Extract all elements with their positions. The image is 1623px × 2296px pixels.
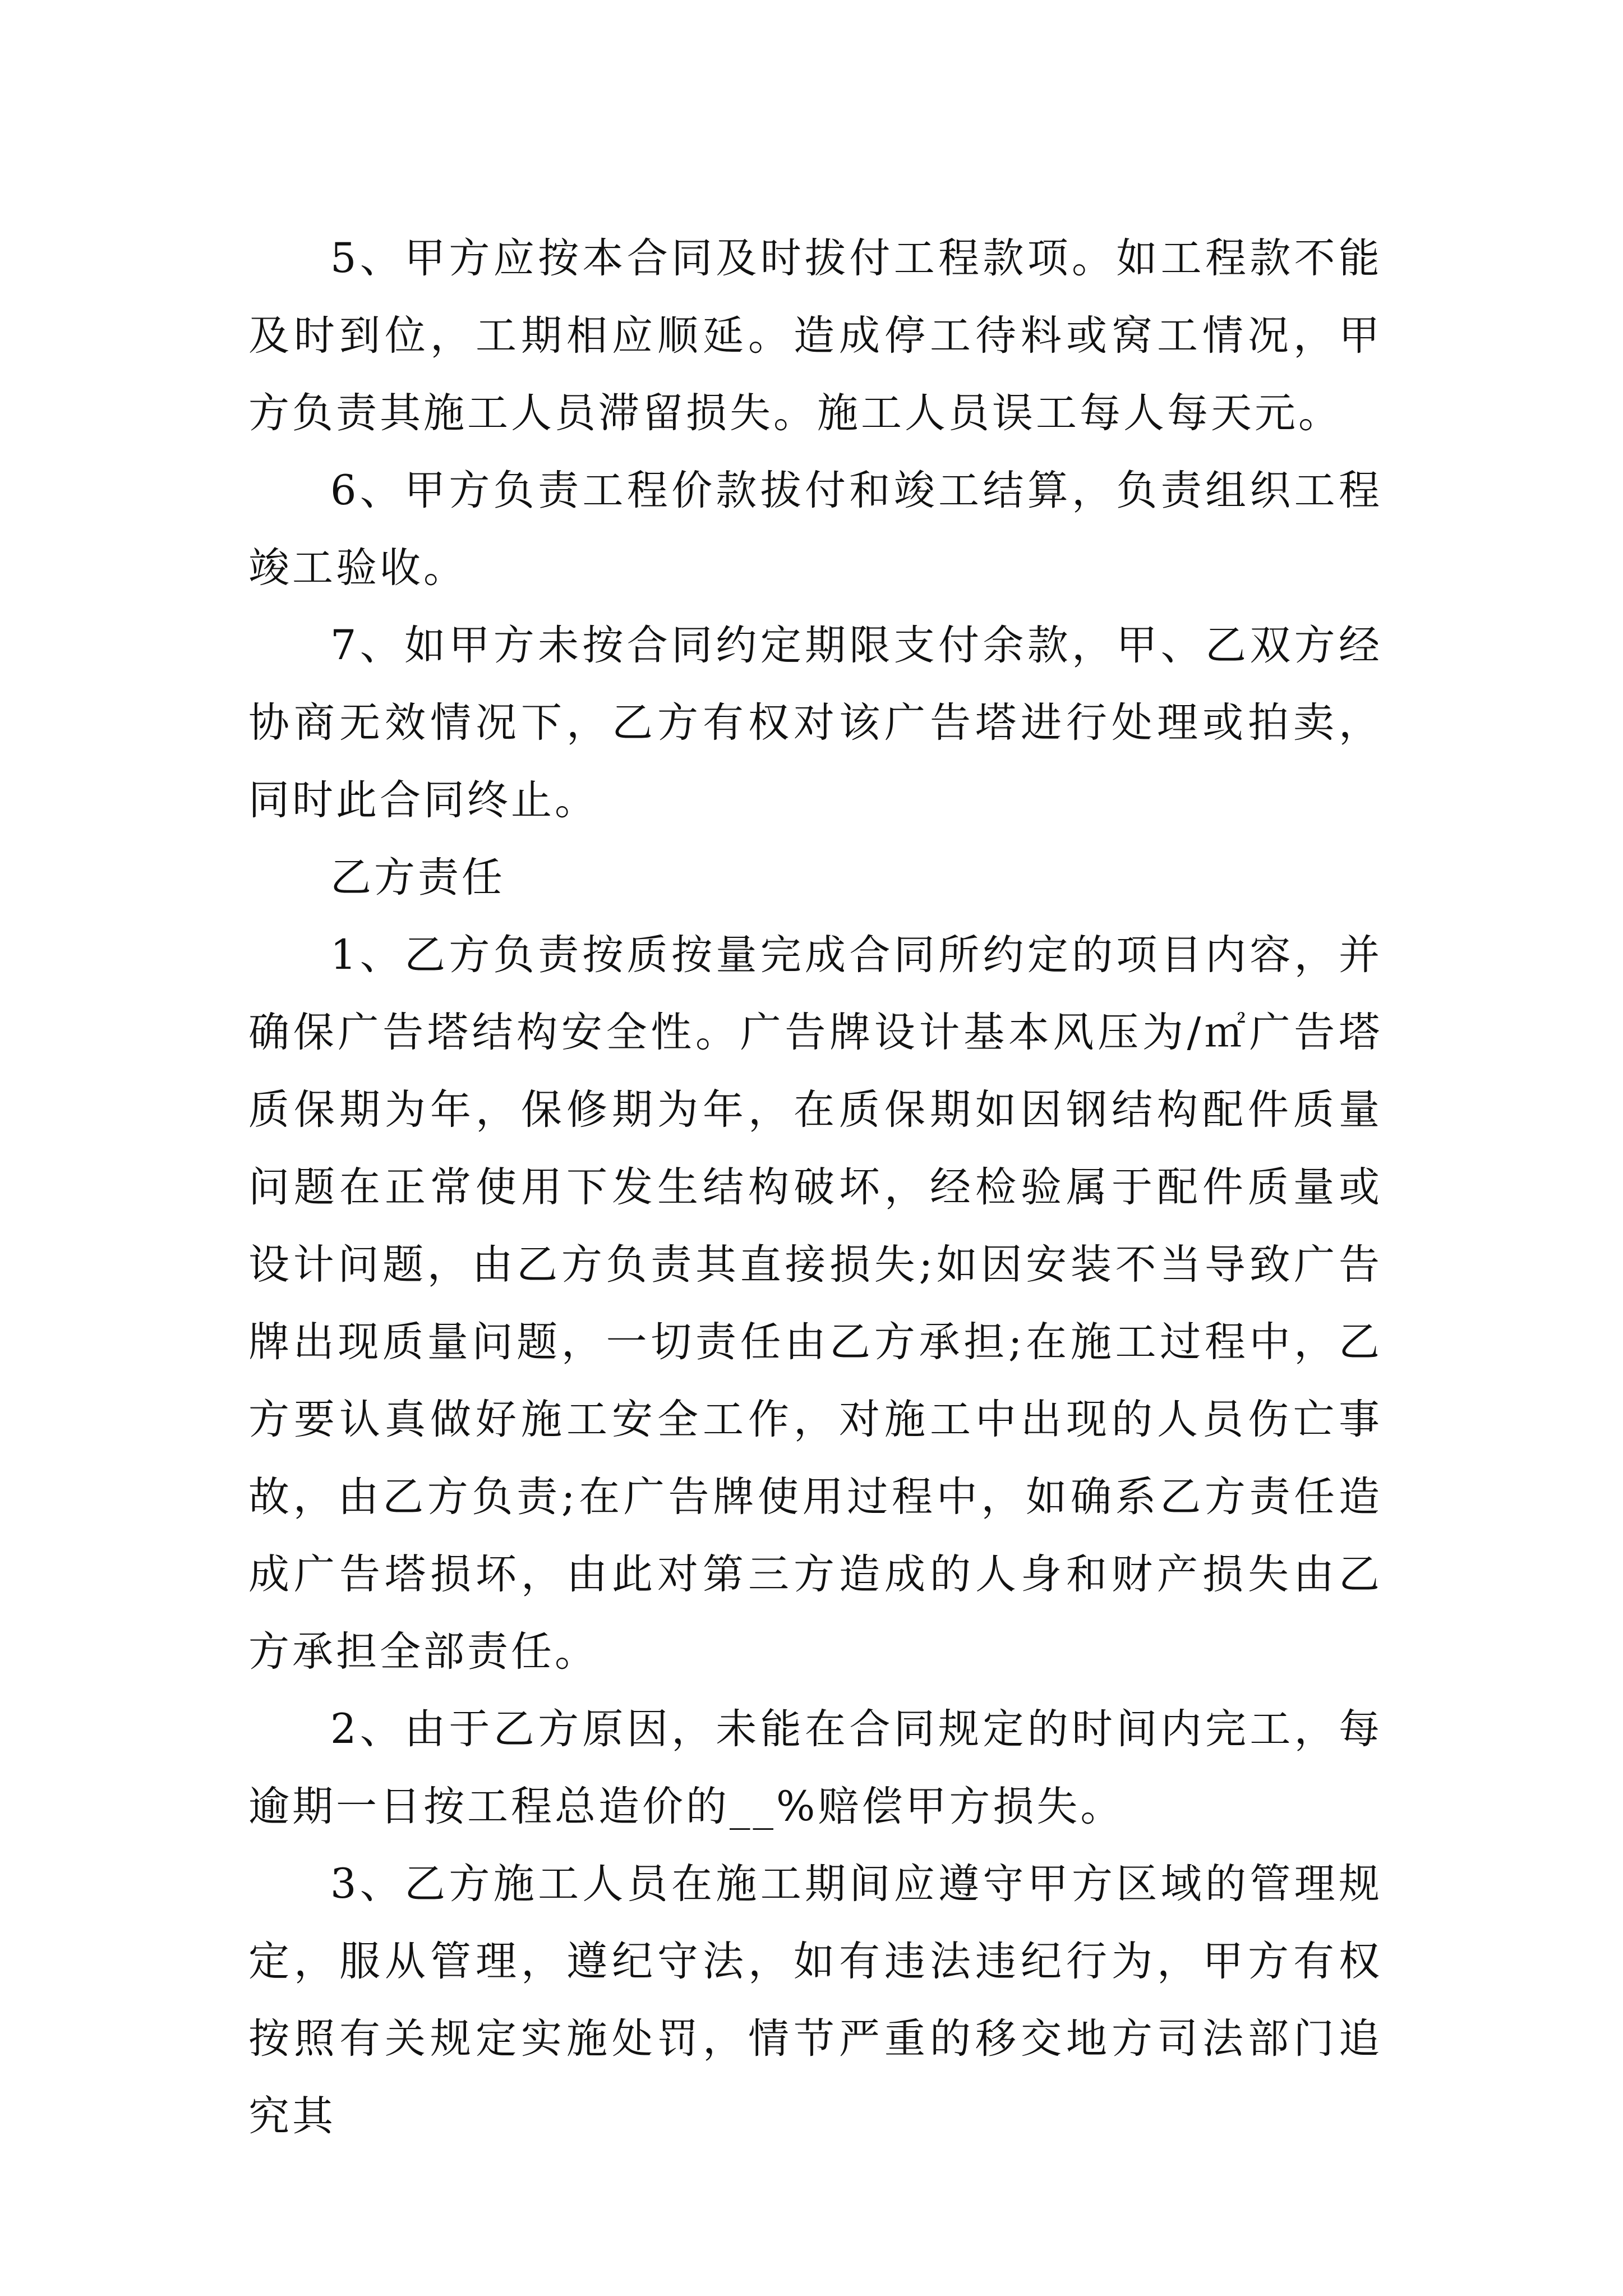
paragraph-clause-5: 5、甲方应按本合同及时拔付工程款项。如工程款不能及时到位，工期相应顺延。造成停工待料或窝工情况，甲方负责其施工人员滞留损失。施工人员误工每人每天元。 [248, 234, 1382, 437]
paragraph-clause-6: 6、甲方负责工程价款拔付和竣工结算，负责组织工程竣工验收。 [248, 467, 1382, 592]
document-body [248, 220, 1382, 2155]
paragraph-party-b-clause-2: 2、由于乙方原因，未能在合同规定的时间内完工，每逾期一日按工程总造价的__%赔偿甲方损失。 [248, 1705, 1382, 1830]
section-heading-party-b-responsibility: 乙方责任 [330, 854, 505, 901]
paragraph-party-b-clause-1: 1、乙方负责按质按量完成合同所约定的项目内容，并确保广告塔结构安全性。广告牌设计基本风压为/㎡广告塔质保期为年，保修期为年，在质保期如因钢结构配件质量问题在正常使用下发生结构破坏，经检验属于配件质量或设计问题，由乙方负责其直接损失;如因安装不当导致广告牌出现质量问题，一切责任由乙方承担;在施工过程中，乙方要认真做好施工安全工作，对施工中出现的人员伤亡事故，由乙方负责;在广告牌使用过程中，如确系乙方责任造成广告塔损坏，由此对第三方造成的人身和财产损失由乙方承担全部责任。 [248, 931, 1382, 1676]
paragraph-party-b-clause-3: 3、乙方施工人员在施工期间应遵守甲方区域的管理规定，服从管理，遵纪守法，如有违法违纪行为，甲方有权按照有关规定实施处罚，情节严重的移交地方司法部门追究其 [248, 1860, 1382, 2140]
paragraph-clause-7: 7、如甲方未按合同约定期限支付余款，甲、乙双方经协商无效情况下，乙方有权对该广告塔进行处理或拍卖，同时此合同终止。 [248, 622, 1382, 824]
